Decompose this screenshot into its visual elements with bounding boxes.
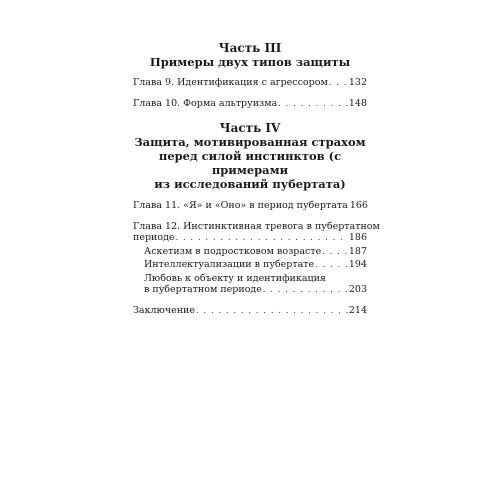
dot-leader xyxy=(196,305,348,317)
toc-page-number: 194 xyxy=(348,259,367,270)
toc-entry-last-line xyxy=(144,284,367,296)
toc-entry-label: Аскетизм в подростковом возрасте xyxy=(144,245,322,257)
toc-entry-label: Глава 10. Форма альтруизма xyxy=(133,97,278,109)
dot-leader xyxy=(322,246,348,258)
part-4-title-line-2: перед силой инстинктов (с примерами xyxy=(158,149,342,177)
dot-leader xyxy=(315,259,348,271)
dot-leader xyxy=(329,77,348,89)
part-4-title-line-3: из исследований пубертата) xyxy=(154,177,346,191)
toc-page-number: 166 xyxy=(349,200,368,211)
toc-entry-intellectualization[interactable] xyxy=(133,259,367,271)
part-3-title xyxy=(133,55,367,69)
part-3-title-line: Примеры двух типов защиты xyxy=(149,55,351,69)
dot-leader xyxy=(263,284,348,296)
toc-entry-label: Глава 9. Идентификация с агрессором xyxy=(133,77,328,88)
toc-entry-chapter-11[interactable] xyxy=(133,200,367,212)
toc-entry-label-line-1: Глава 12. Инстинктивная тревога в пубертатном xyxy=(133,220,380,232)
table-of-contents xyxy=(133,41,380,316)
toc-entry-label: Заключение xyxy=(133,304,196,316)
toc-page-number: 187 xyxy=(348,245,367,257)
part-4-title xyxy=(133,135,367,191)
toc-page-number: 148 xyxy=(348,97,367,109)
toc-entry-label-line-2: в пубертатном периоде xyxy=(144,284,262,295)
toc-entry-asceticism[interactable] xyxy=(133,246,367,258)
part-4-heading: Часть IV xyxy=(219,121,281,135)
toc-entry-label-line-1: Любовь к объекту и идентификация xyxy=(144,272,326,284)
toc-entry-chapter-10[interactable] xyxy=(133,98,367,110)
dot-leader xyxy=(278,98,348,110)
toc-entry-label: Интеллектуализации в пубертате xyxy=(144,259,315,270)
toc-page-number: 132 xyxy=(348,77,367,88)
toc-entry-chapter-12[interactable] xyxy=(133,220,380,244)
part-3-heading: Часть III xyxy=(218,41,282,55)
part-4-title-line-1: Защита, мотивированная страхом xyxy=(134,135,366,149)
dot-leader xyxy=(176,232,348,244)
toc-entry-label-line-2: периоде xyxy=(133,232,175,243)
toc-page-number: 203 xyxy=(348,284,367,295)
toc-entry-label: Глава 11. «Я» и «Оно» в период пубертата xyxy=(133,200,348,211)
toc-entry-last-line xyxy=(133,232,367,244)
toc-page-number: 186 xyxy=(348,232,367,243)
toc-entry-object-love[interactable] xyxy=(133,273,367,296)
toc-entry-chapter-9[interactable] xyxy=(133,77,367,89)
toc-entry-conclusion[interactable] xyxy=(133,305,367,317)
toc-page-number: 214 xyxy=(348,304,367,316)
